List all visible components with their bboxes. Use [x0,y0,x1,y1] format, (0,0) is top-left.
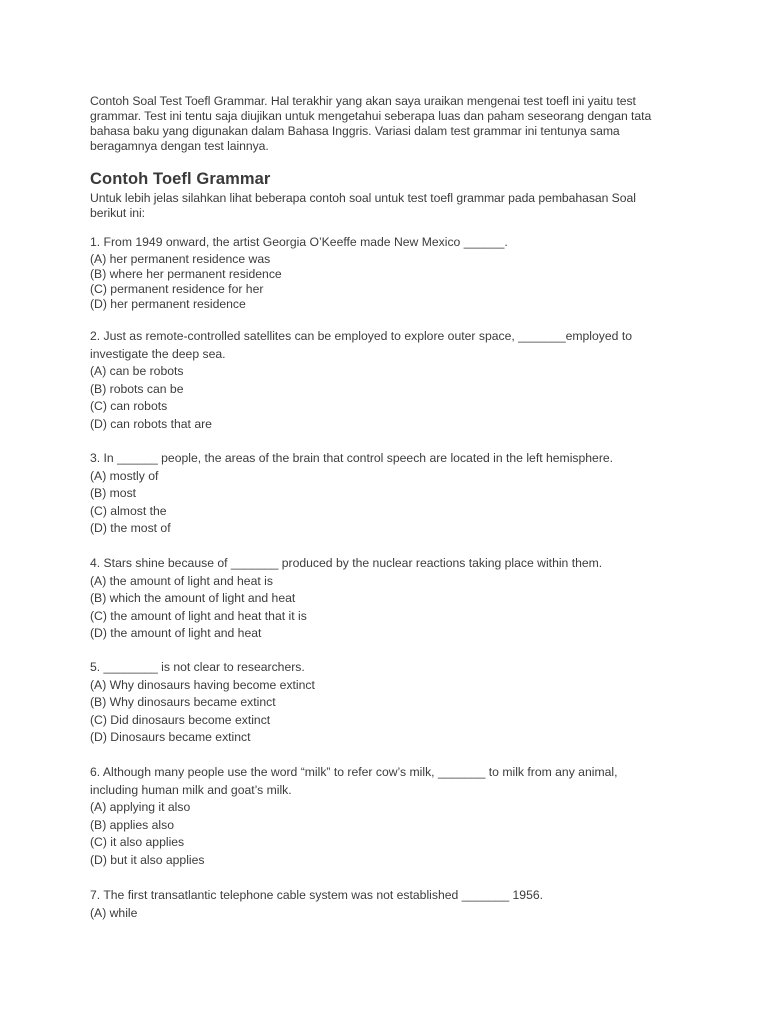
intro-line: Contoh Soal Test Toefl Grammar. Hal terakhir yang akan saya uraikan mengenai test toefl ini yaitu test [90,94,636,108]
answer-option: (C) permanent residence for her [90,281,264,296]
answer-option: (A) mostly of [90,468,159,483]
answer-option: (B) robots can be [90,381,184,396]
question-stem: 3. In ______ people, the areas of the brain that control speech are located in the left hemisphere. [90,451,614,465]
answer-option: (A) can be robots [90,364,184,378]
answer-option: (B) most [90,486,137,500]
question-stem: 5. ________ is not clear to researchers. [90,660,305,674]
intro-line: bahasa baku yang digunakan dalam Bahasa Inggris. Variasi dalam test grammar ini tentunya sama [90,124,620,138]
answer-option: (D) the amount of light and heat [90,626,262,640]
answer-option: (D) the most of [90,521,171,535]
question-stem: including human milk and goat’s milk. [90,782,292,797]
answer-option: (B) which the amount of light and heat [90,591,296,605]
answer-option: (B) applies also [90,817,174,832]
intro-paragraph [90,94,690,154]
answer-option: (B) Why dinosaurs became extinct [90,695,276,709]
intro-line: beragamnya dengan test lainnya. [90,139,269,153]
question-6 [90,764,690,869]
intro-line: grammar. Test ini tentu saja diujikan untuk mengetahui seberapa luas dan paham seseorang dengan tata [90,109,652,123]
answer-option: (A) her permanent residence was [90,251,271,266]
question-1 [90,234,690,312]
question-2 [90,328,690,433]
question-stem: 2. Just as remote-controlled satellites can be employed to explore outer space, _______employed to [90,329,632,343]
section-intro-line: berikut ini: [90,206,145,220]
question-stem: 4. Stars shine because of _______ produced by the nuclear reactions taking place within them. [90,556,603,570]
answer-option: (A) Why dinosaurs having become extinct [90,677,315,692]
question-stem: investigate the deep sea. [90,346,226,361]
answer-option: (C) it also applies [90,835,185,849]
question-3 [90,450,690,538]
section-intro-line: Untuk lebih jelas silahkan lihat beberapa contoh soal untuk test toefl grammar pada pembahasan Soal [90,191,636,205]
answer-option: (D) Dinosaurs became extinct [90,730,251,744]
question-5 [90,659,690,747]
answer-option: (C) Did dinosaurs become extinct [90,712,271,727]
question-stem: 1. From 1949 onward, the artist Georgia O’Keeffe made New Mexico ______. [90,235,508,249]
answer-option: (D) can robots that are [90,416,212,431]
question-stem: 7. The first transatlantic telephone cable system was not established _______ 1956. [90,888,544,902]
answer-option: (D) her permanent residence [90,296,246,311]
answer-option: (A) the amount of light and heat is [90,573,273,588]
answer-option: (C) the amount of light and heat that it is [90,608,307,623]
answer-option: (A) applying it also [90,800,191,814]
question-stem: 6. Although many people use the word “milk” to refer cow’s milk, _______ to milk from any animal, [90,765,618,779]
answer-option: (C) almost the [90,503,167,518]
answer-option: (C) can robots [90,399,168,413]
answer-option: (A) while [90,905,138,920]
section-intro [90,191,690,221]
question-4 [90,555,690,643]
section-heading: Contoh Toefl Grammar [90,170,271,188]
question-7 [90,887,690,922]
answer-option: (D) but it also applies [90,852,205,867]
answer-option: (B) where her permanent residence [90,266,282,281]
